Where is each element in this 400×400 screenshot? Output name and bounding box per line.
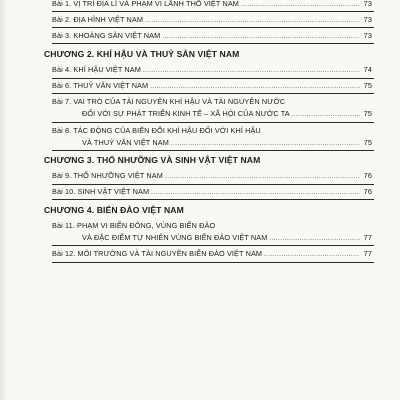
page-number: 75 [363, 109, 372, 118]
toc-entry-bai-11 [52, 220, 372, 244]
entry-title: Bài 12. MÔI TRƯỜNG VÀ TÀI NGUYÊN BIỂN ĐẢO VIỆT NAM [52, 249, 263, 258]
entry-divider [52, 262, 374, 263]
entry-divider [52, 245, 374, 246]
toc-entry-bai-10 [52, 186, 372, 198]
entry-divider [52, 78, 374, 79]
entry-title: Bài 10. SINH VẬT VIỆT NAM [52, 187, 150, 196]
entry-title: Bài 2. ĐỊA HÌNH VIỆT NAM [52, 15, 144, 24]
toc-entry-bai-4 [52, 64, 372, 76]
entry-title: Bài 8. TÁC ĐỘNG CỦA BIẾN ĐỔI KHÍ HẬU ĐỐI VỚI KHÍ HẬU [52, 126, 261, 135]
entry-divider [52, 43, 374, 44]
toc-entry-bai-9 [52, 170, 372, 182]
dot-leader [165, 173, 360, 182]
page-number: 75 [363, 81, 372, 90]
entry-divider [52, 27, 374, 28]
page-number: 77 [363, 233, 372, 242]
entry-divider [52, 11, 374, 12]
page-edge-shadow [0, 0, 8, 400]
entry-divider [52, 93, 374, 94]
page-number: 77 [363, 249, 372, 258]
entry-title: Bài 7. VAI TRÒ CỦA TÀI NGUYÊN KHÍ HẬU VÀ TÀI NGUYÊN NƯỚC [52, 97, 286, 106]
page-number: 73 [363, 31, 372, 40]
entry-title-continued: ĐỐI VỚI SỰ PHÁT TRIỂN KINH TẾ – XÃ HỘI CỦA NƯỚC TA [82, 109, 290, 118]
dot-leader [264, 251, 360, 260]
toc-entry-bai-8 [52, 125, 372, 149]
entry-title: Bài 3. KHOÁNG SẢN VIỆT NAM [52, 31, 161, 40]
page-number: 76 [363, 171, 372, 180]
dot-leader [151, 189, 360, 198]
page-number: 76 [363, 187, 372, 196]
dot-leader [269, 235, 360, 244]
page-number: 73 [363, 0, 372, 8]
entry-title: Bài 4. KHÍ HẬU VIỆT NAM [52, 65, 141, 74]
entry-title-continued: VÀ ĐẶC ĐIỂM TỰ NHIÊN VÙNG BIỂN ĐẢO VIỆT NAM [82, 233, 268, 242]
dot-leader [171, 140, 360, 149]
dot-leader [143, 67, 360, 76]
entry-divider [52, 150, 374, 151]
entry-divider [52, 199, 374, 200]
toc-entry-bai-6 [52, 80, 372, 92]
page-number: 74 [363, 65, 372, 74]
entry-title: Bài 11. PHẠM VI BIỂN ĐÔNG, VÙNG BIỂN ĐẢO [52, 221, 216, 230]
dot-leader [162, 33, 360, 42]
toc-entry-bai-3 [52, 30, 372, 42]
dot-leader [241, 1, 360, 10]
page-number: 75 [363, 138, 372, 147]
dot-leader [150, 83, 360, 92]
toc-entry-bai-7 [52, 96, 372, 120]
toc-entry-bai-12 [52, 248, 372, 260]
dot-leader [292, 111, 360, 120]
toc-entry-bai-1 [52, 0, 372, 10]
chapter-2-heading: CHƯƠNG 2. KHÍ HẬU VÀ THUỶ SẢN VIỆT NAM [44, 49, 240, 59]
entry-title-continued: VÀ THUỶ VĂN VIỆT NAM [82, 138, 169, 147]
chapter-4-heading: CHƯƠNG 4. BIỂN ĐẢO VIỆT NAM [44, 205, 184, 215]
entry-title: Bài 9. THỔ NHƯỠNG VIỆT NAM [52, 171, 163, 180]
toc-entry-bai-2 [52, 14, 372, 26]
chapter-3-heading: CHƯƠNG 3. THỔ NHƯỠNG VÀ SINH VẬT VIỆT NAM [44, 155, 261, 165]
entry-divider [52, 184, 374, 185]
page-number: 73 [363, 15, 372, 24]
entry-title: Bài 6. THUỶ VĂN VIỆT NAM [52, 81, 149, 90]
entry-divider [52, 122, 374, 123]
entry-title: Bài 1. VỊ TRÍ ĐỊA LÍ VÀ PHẠM VI LÃNH THỔ VIỆT NAM [52, 0, 239, 8]
dot-leader [145, 17, 360, 26]
